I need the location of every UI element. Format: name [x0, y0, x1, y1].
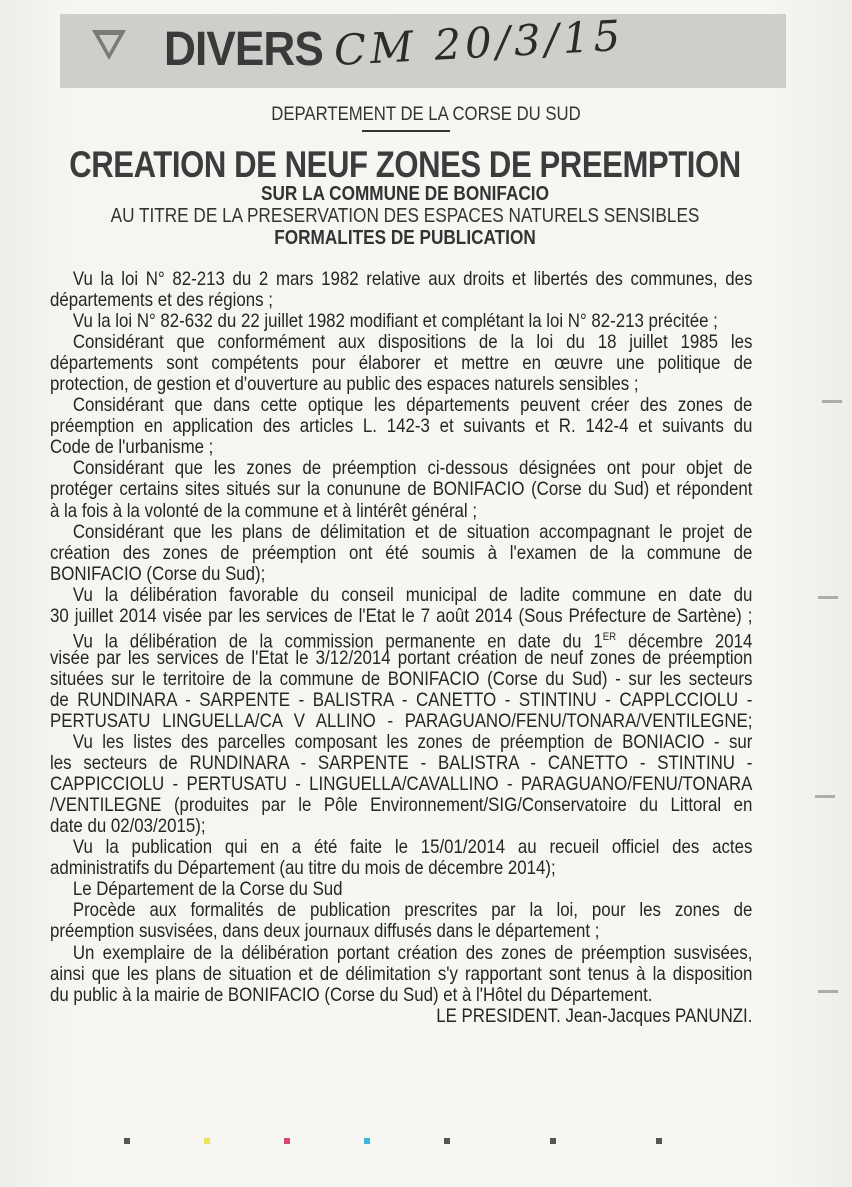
registration-mark [444, 1138, 450, 1144]
department-heading: DEPARTEMENT DE LA CORSE DU SUD [271, 104, 581, 125]
registration-mark [124, 1138, 130, 1144]
notice-body [50, 269, 752, 1027]
text-line: Vu les listes des parcelles composant les zones de préemption de BONIACIO - sur [72, 732, 753, 754]
signature: LE PRESIDENT. Jean-Jacques PANUNZI. [436, 1005, 753, 1027]
text-line: Considérant que conformément aux dispositions de la loi du 18 juillet 1985 les [72, 332, 753, 354]
text-line: préemption susvisées, dans deux journaux diffusés dans le département ; [50, 921, 600, 943]
notice-subtitle-commune: SUR LA COMMUNE DE BONIFACIO [261, 183, 549, 205]
text-line: Considérant que les zones de préemption ci-dessous désignées ont pour objet de [72, 458, 753, 480]
paper-scuff [818, 990, 838, 993]
text-line: /VENTILEGNE (produites par le Pôle Environnement/SIG/Conservatoire du Littoral en [50, 795, 753, 817]
text-line: visée par les services de l'Etat le 3/12/2014 portant création de neuf zones de préemption [50, 647, 753, 669]
text-line: les secteurs de RUNDINARA - SARPENTE - BALISTRA - CANETTO - STINTINU - [50, 753, 753, 775]
text-line: Considérant que les plans de délimitation et de situation accompagnant le projet de [72, 521, 753, 543]
registration-mark [284, 1138, 290, 1144]
text-line: Le Département de la Corse du Sud [72, 879, 343, 901]
text-line: départements et des régions ; [50, 290, 273, 312]
text-line: Un exemplaire de la délibération portant création des zones de préemption susvisées, [72, 942, 753, 964]
handwritten-annotation: CM 20/3/15 [332, 10, 626, 75]
commission-line-start: Vu la délibération de la commission permanente en date du 1 [72, 631, 603, 653]
registration-mark [656, 1138, 662, 1144]
text-line: création des zones de préemption ont été soumis à l'examen de la commune de [50, 542, 753, 564]
ordinal-suffix: ER [602, 630, 617, 643]
text-line: Procède aux formalités de publication prescrites par la loi, pour les zones de [72, 900, 753, 922]
registration-mark [364, 1138, 370, 1144]
text-line: du public à la mairie de BONIFACIO (Corse du Sud) et à l'Hôtel du Département. [50, 984, 653, 1006]
text-line: protéger certains sites situés sur la conunune de BONIFACIO (Corse du Sud) et répondent [50, 479, 753, 501]
text-line: Vu la loi N° 82-213 du 2 mars 1982 relative aux droits et libertés des communes, des [72, 269, 753, 290]
notice-subtitle-formalities: FORMALITES DE PUBLICATION [274, 227, 536, 249]
text-line: Code de l'urbanisme ; [50, 437, 214, 459]
text-line: Vu la publication qui en a été faite le 15/01/2014 au recueil officiel des actes [72, 837, 753, 859]
text-line: PERTUSATU LINGUELLA/CA V ALLINO - PARAGUANO/FENU/TONARA/VENTILEGNE; [50, 710, 753, 732]
notice-subtitle-purpose: AU TITRE DE LA PRESERVATION DES ESPACES NATURELS SENSIBLES [110, 205, 700, 227]
paper-scuff [822, 400, 842, 403]
text-line: Vu la délibération favorable du conseil municipal de ladite commune en date du [72, 584, 753, 606]
text-line: administratifs du Département (au titre du mois de décembre 2014); [50, 858, 556, 880]
text-line: protection, de gestion et d'ouverture au public des espaces naturels sensibles ; [50, 374, 639, 396]
text-line: à la fois à la volonté de la commune et à lintérêt général ; [50, 500, 478, 522]
text-line: ainsi que les plans de situation et de délimitation s'y rapportant sont tenus à la disposition [50, 963, 753, 985]
text-line-commission [50, 627, 753, 653]
registration-mark [550, 1138, 556, 1144]
registration-mark [204, 1138, 210, 1144]
text-line: BONIFACIO (Corse du Sud); [50, 563, 266, 585]
text-line: date du 02/03/2015); [50, 816, 206, 838]
text-line: Vu la loi N° 82-632 du 22 juillet 1982 modifiant et complétant la loi N° 82-213 précitée ; [72, 311, 718, 333]
text-line: départements sont compétents pour élaborer et mettre en œuvre une politique de [50, 353, 753, 375]
section-title: DIVERS [164, 23, 323, 76]
text-line: Considérant que dans cette optique les départements peuvent créer des zones de [72, 395, 753, 417]
notice-title: CREATION DE NEUF ZONES DE PREEMPTION [69, 144, 741, 185]
registration-marks [0, 1138, 852, 1148]
text-line: de RUNDINARA - SARPENTE - BALISTRA - CANETTO - STINTINU - CAPPLCCIOLU - [50, 689, 753, 711]
text-line: préemption en application des articles L. 142-3 et suivants et R. 142-4 et suivants du [50, 416, 753, 438]
commission-date: décembre 2014 [628, 631, 753, 653]
down-triangle-icon-inner [99, 35, 119, 53]
paper-scuff [818, 596, 838, 599]
text-line: situées sur le territoire de la commune de BONIFACIO (Corse du Sud) - sur les secteurs [50, 668, 753, 690]
paper-scuff [815, 795, 835, 798]
text-line: 30 juillet 2014 visée par les services de l'Etat le 7 août 2014 (Sous Préfecture de Sartène) ; [50, 605, 753, 627]
heading-divider [362, 130, 450, 132]
text-line: CAPPICCIOLU - PERTUSATU - LINGUELLA/CAVALLINO - PARAGUANO/FENU/TONARA [50, 774, 753, 796]
